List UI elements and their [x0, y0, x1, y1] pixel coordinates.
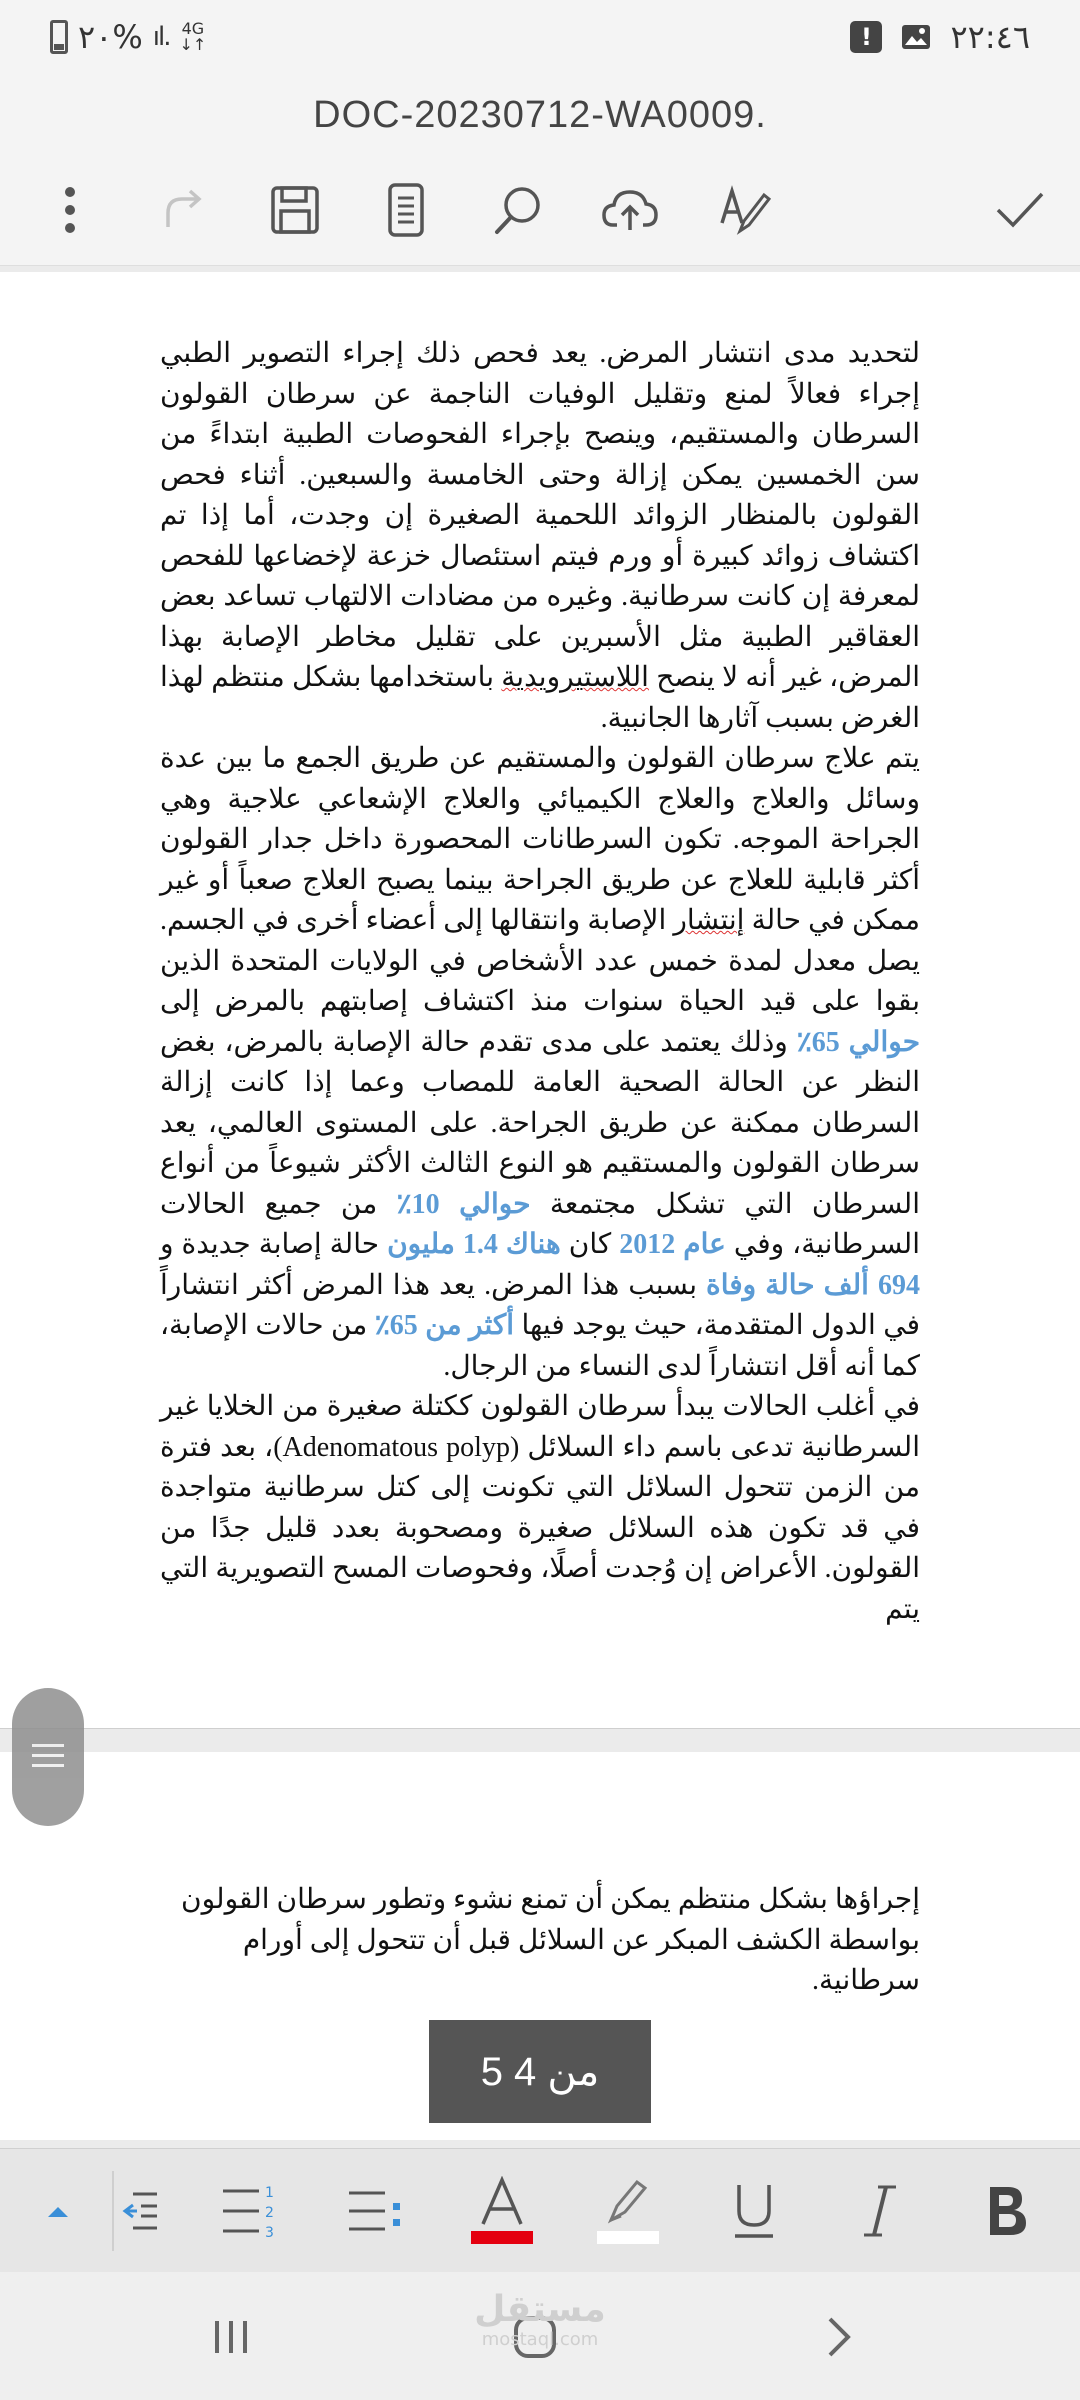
- highlighted-text: هناك 1.4 مليون: [387, 1229, 561, 1260]
- text-run: الأعراض إن وُجدت أصلًا، وفحوصات المسح التصويرية التي يتم: [160, 1553, 920, 1625]
- more-options-button[interactable]: [40, 180, 100, 240]
- highlighted-text: حوالي 65٪: [796, 1026, 921, 1058]
- highlight-icon: [595, 2176, 661, 2246]
- battery-level: ٢٠%: [78, 18, 143, 56]
- text-run: بسبب هذا المرض. يعد هذا المرض أكثر: [238, 1269, 707, 1301]
- decrease-indent-icon: [111, 2186, 161, 2236]
- text-run: لتحديد مدى انتشار المرض. يعد فحص ذلك إجراء التصوير الطبي: [160, 338, 920, 369]
- text-run: وغيره من مضادات الالتهاب تساعد بعض العقاقير الطبية مثل الأسبرين: [160, 581, 920, 653]
- text-run: يمكن إزالة وحتى الخامسة والسبعين. أثناء فحص القولون بالمنظار: [160, 459, 920, 531]
- font-color-icon: [469, 2176, 535, 2246]
- text-run: إجراء فعالاً لمنع وتقليل الوفيات الناجمة عن سرطان القولون السرطان: [160, 378, 920, 450]
- gallery-icon: [900, 21, 932, 53]
- check-icon: [995, 190, 1045, 230]
- network-type: 4G ↓↑: [179, 19, 207, 54]
- status-left: [50, 18, 206, 56]
- top-toolbar: [0, 155, 1080, 266]
- more-icon: [63, 185, 77, 235]
- paragraph[interactable]: [160, 334, 920, 739]
- redo-button[interactable]: [153, 180, 213, 240]
- text-run: مدى تقدم حالة الإصابة بالمرض، بغض النظر عن الحالة الصحية العامة: [160, 1026, 920, 1098]
- text-run: سنوات منذ اكتشاف إصابتهم بالمرض إلى: [160, 986, 664, 1017]
- numbered-list-button[interactable]: [210, 2171, 290, 2251]
- italic-icon: [860, 2183, 900, 2239]
- text-run: جديدة و: [160, 1229, 251, 1260]
- status-right: [850, 18, 1030, 56]
- text-run: والمستقيم، وينصح بإجراء الفحوصات الطبية ابتداءً من سن الخمسين: [160, 419, 920, 491]
- text-run: قد تكون هذه السلائل صغيرة ومصحوبة بعدد قليل جدًا من القولون.: [160, 1512, 920, 1584]
- done-button[interactable]: [990, 180, 1050, 240]
- text-run: المستوى العالمي، يعد سرطان القولون والمستقيم هو النوع الثالث الأكثر: [160, 1107, 921, 1179]
- text-run: كان: [560, 1229, 620, 1260]
- text-run: الموجه. تكون السرطانات المحصورة داخل جدار القولون أكثر قابلية: [160, 824, 921, 896]
- page-indicator: 5 من 4: [429, 2020, 651, 2123]
- text-run: يتم علاج سرطان القولون والمستقيم عن طريق الجمع ما بين عدة وسائل: [160, 743, 920, 815]
- text-run: إجراؤها بشكل منتظم يمكن أن تمنع نشوء وتطور سرطان القولون: [181, 1884, 920, 1915]
- text-run: السرطانية تدعى باسم داء السلائل (Adenomatous polyp)، بعد: [211, 1431, 920, 1463]
- svg-text:1: 1: [265, 2185, 274, 2201]
- text-run: انتشاراً في الدول المتقدمة، حيث يوجد فيها: [160, 1269, 920, 1341]
- svg-text:3: 3: [265, 2225, 274, 2239]
- text-run: والعلاج والعلاج الكيميائي والعلاج الإشعاعي علاجية وهي الجراحة: [160, 783, 920, 855]
- signal-icon: ıl.: [152, 22, 170, 52]
- reader-mode-icon: [386, 182, 426, 238]
- search-button[interactable]: [488, 180, 548, 240]
- text-run: وذلك يعتمد على: [593, 1026, 797, 1058]
- highlighted-text: أكثر من 65٪: [374, 1310, 515, 1341]
- battery-icon: [50, 20, 68, 54]
- status-bar: [0, 0, 1080, 75]
- scroll-handle[interactable]: [12, 1688, 84, 1826]
- font-color-button[interactable]: [462, 2171, 542, 2251]
- paragraph[interactable]: [160, 739, 920, 1387]
- text-run: الإصابة وانتقالها إلى أعضاء أخرى في الجسم. يصل معدل: [160, 905, 920, 977]
- text-run: فترة من الزمن تتحول السلائل التي تكونت إلى كتل سرطانية متواجدة في: [160, 1431, 920, 1544]
- save-button[interactable]: [265, 180, 325, 240]
- clock: ٢٢:٤٦: [950, 18, 1030, 56]
- document-title-bar: [0, 75, 1080, 155]
- misspelled-word: اللاستيرويدية: [501, 662, 649, 693]
- pen-edit-icon: [718, 183, 772, 237]
- highlight-button[interactable]: [588, 2171, 668, 2251]
- text-run: على تقليل مخاطر الإصابة بهذا المرض، غير أنه لا ينصح: [160, 621, 920, 693]
- bold-icon: [984, 2184, 1028, 2238]
- text-run: للعلاج عن طريق الجراحة بينما يصبح العلاج صعباً أو غير ممكن في: [160, 864, 921, 936]
- collapse-arrow-icon: [46, 2203, 70, 2219]
- alert-icon: !: [850, 21, 882, 53]
- cloud-upload-button[interactable]: [600, 180, 660, 240]
- text-run: بواسطة الكشف المبكر عن السلائل قبل أن تتحول إلى أورام سرطانية.: [242, 1924, 920, 1996]
- recent-apps-icon: [211, 2317, 251, 2357]
- decrease-indent-button[interactable]: [96, 2171, 176, 2251]
- text-run: من حالات: [247, 1310, 375, 1341]
- svg-text:2: 2: [265, 2205, 274, 2221]
- bullet-list-icon: [347, 2185, 405, 2237]
- highlighted-text: 694 ألف حالة وفاة: [706, 1269, 920, 1301]
- underline-icon: [731, 2181, 777, 2241]
- text-run: الإصابة، كما أنه أقل انتشاراً لدى النساء من الرجال.: [160, 1310, 920, 1382]
- save-icon: [270, 185, 320, 235]
- text-run: حالة إصابة: [250, 1229, 388, 1260]
- watermark: مستقل mostaql.com: [474, 2289, 606, 2350]
- paragraph[interactable]: [160, 1880, 920, 2002]
- document-title: DOC-20230712-WA0009.: [313, 94, 767, 136]
- underline-button[interactable]: [714, 2171, 794, 2251]
- format-toolbar: [0, 2148, 1080, 2273]
- text-run: للمصاب وعما إذا كانت إزالة السرطان ممكنة عن طريق الجراحة. على: [160, 1067, 920, 1139]
- highlighted-text: حوالي 10٪: [396, 1188, 531, 1220]
- page-body-text[interactable]: [160, 334, 920, 1630]
- back-button[interactable]: [804, 2302, 874, 2372]
- text-run: شيوعاً من أنواع السرطان التي تشكل مجتمعة: [160, 1148, 920, 1220]
- collapse-toolbar-button[interactable]: [18, 2171, 98, 2251]
- text-run: ورم فيتم استئصال خزعة لإخضاعها للفحص لمعرفة إن كانت سرطانية.: [160, 540, 920, 612]
- document-page[interactable]: [0, 272, 1080, 1729]
- reader-mode-button[interactable]: [376, 180, 436, 240]
- recent-apps-button[interactable]: [196, 2302, 266, 2372]
- redo-icon: [158, 185, 208, 235]
- page-body-text[interactable]: [160, 1880, 920, 2002]
- text-run: الزوائد اللحمية الصغيرة إن وجدت، أما إذا تم اكتشاف زوائد كبيرة أو: [160, 500, 920, 572]
- paragraph[interactable]: [160, 1387, 920, 1630]
- back-icon: [824, 2315, 854, 2359]
- search-icon: [491, 183, 545, 237]
- text-run: في أغلب الحالات يبدأ سرطان القولون ككتلة صغيرة من الخلايا غير: [160, 1391, 920, 1422]
- bold-button[interactable]: [966, 2171, 1046, 2251]
- cloud-upload-icon: [601, 187, 659, 233]
- highlighted-text: عام 2012: [619, 1229, 726, 1260]
- text-run: الحالات السرطانية، وفي: [160, 1188, 920, 1260]
- bullet-list-button[interactable]: [336, 2171, 416, 2251]
- text-run: حالة: [744, 905, 802, 936]
- text-run: لمدة خمس عدد الأشخاص في الولايات المتحدة الذين بقوا على قيد الحياة: [160, 945, 920, 1017]
- text-run: باستخدامها بشكل منتظم لهذا الغرض بسبب آثارها الجانبية.: [160, 662, 920, 734]
- numbered-list-icon: [221, 2183, 279, 2239]
- italic-button[interactable]: [840, 2171, 920, 2251]
- text-run: من جميع: [245, 1188, 397, 1220]
- misspelled-word: إنتشار: [673, 905, 745, 936]
- edit-mode-button[interactable]: [715, 180, 775, 240]
